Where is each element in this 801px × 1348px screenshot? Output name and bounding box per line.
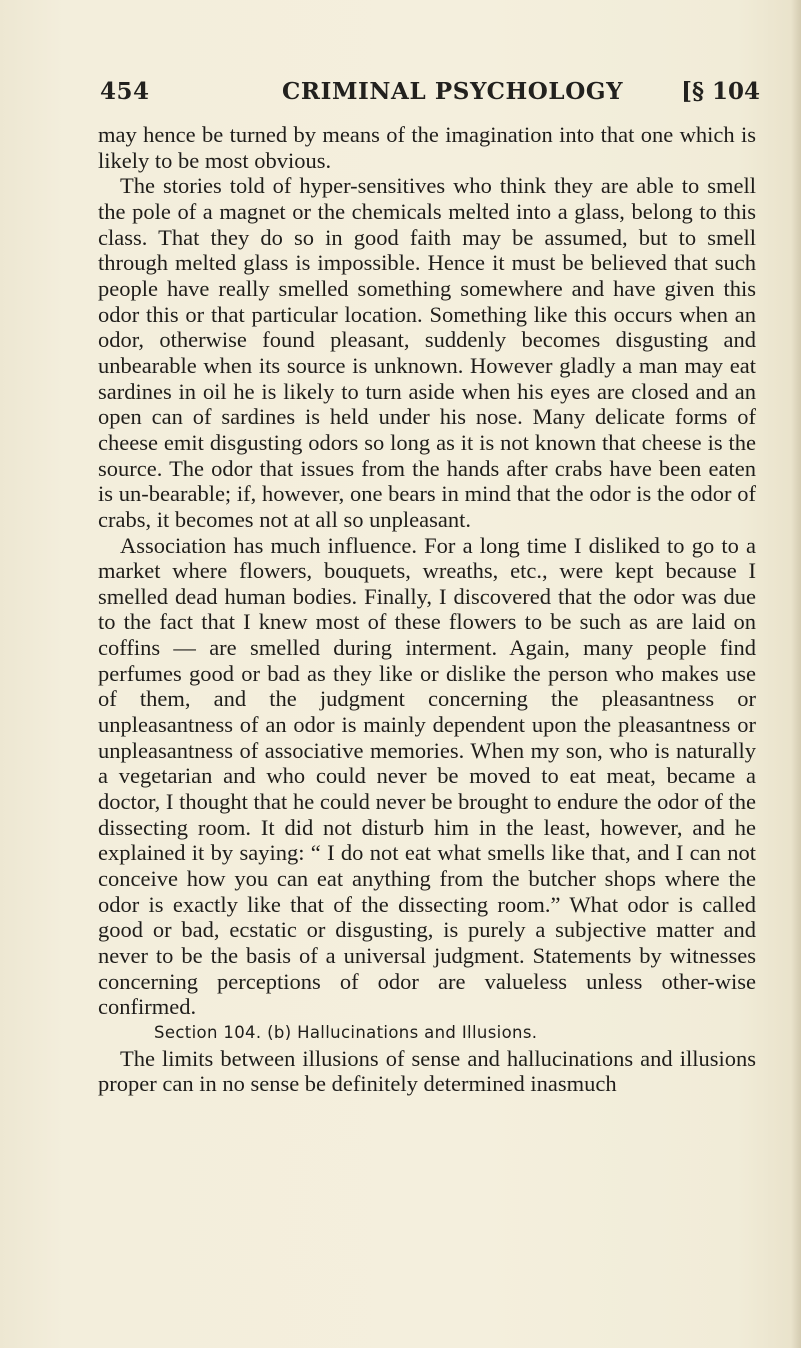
section-reference: [§ 104 [681,78,760,105]
running-title: CRIMINAL PSYCHOLOGY [282,78,624,105]
page-edge-shadow [791,0,801,1348]
section-heading: Section 104. (b) Hallucinations and Illusions. [154,1022,538,1042]
body-text [98,122,756,1097]
page-number: 454 [100,78,150,105]
paragraph-continued: may hence be turned by means of the imagination into that one which is likely to be most obvious. [98,122,756,173]
paragraph-limits: The limits between illusions of sense and hallucinations and illusions proper can in no sense be definitely determined inasmuch [98,1045,756,1097]
paragraph-association: Association has much influence. For a long time I disliked to go to a market where flowers, bouquets, wreaths, etc., were kept because I smelled dead human bodies. Finally, I discovered that the odor was due to the fact that I knew most of these flowers to be such as are laid on coffins — are smelled during interment. Again, many people find perfumes good or bad as they like or dislike the person who makes use of them, and the judgment concerning the pleasantness or unpleasantness of an odor is mainly dependent upon the pleasantness or unpleasantness of associative memories. When my son, who is naturally a vegetarian and who could never be moved to eat meat, became a doctor, I thought that he could never be brought to endure the odor of the dissecting room. It did not disturb him in the least, however, and he explained it by saying: “ I do not eat what smells like that, and I can not conceive how you can eat anything from the butcher shops where the odor is exactly like that of the dissecting room.” What odor is called good or bad, ecstatic or disgusting, is purely a subjective matter and never to be the basis of a universal judgment. Statements by witnesses concerning perceptions of odor are valueless unless other-wise confirmed. [98,532,756,1020]
running-head [100,78,760,118]
paragraph-hyper-sensitives: The stories told of hyper-sensitives who think they are able to smell the pole of a magnet or the chemicals melted into a glass, belong to this class. That they do so in good faith may be assumed, but to smell through melted glass is impossible. Hence it must be believed that such people have really smelled something somewhere and have given this odor this or that particular location. Something like this occurs when an odor, otherwise found pleasant, suddenly becomes disgusting and unbearable when its source is unknown. However gladly a man may eat sardines in oil he is likely to turn aside when his eyes are closed and an open can of sardines is held under his nose. Many delicate forms of cheese emit disgusting odors so long as it is not known that cheese is the source. The odor that issues from the hands after crabs have been eaten is un-bearable; if, however, one bears in mind that the odor is the odor of crabs, it becomes not at all so unpleasant. [98,173,756,532]
